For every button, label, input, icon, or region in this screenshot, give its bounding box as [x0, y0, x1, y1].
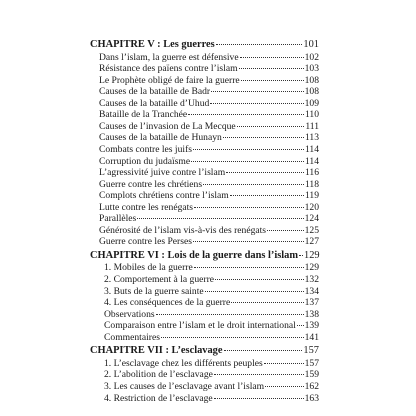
- toc-entry-title: 4. Restriction de l’esclavage: [104, 392, 213, 404]
- dot-leader: [264, 363, 304, 364]
- toc-entry-page-number: 102: [304, 51, 319, 63]
- toc-entry-page-number: 116: [304, 167, 319, 179]
- chapter-heading[interactable]: [90, 345, 319, 358]
- dot-leader: [191, 161, 304, 162]
- toc-entry-page-number: 108: [304, 86, 319, 98]
- toc-entry-page-number: 118: [304, 178, 319, 190]
- toc-entry-page-number: 162: [304, 381, 319, 392]
- toc-entry-title: Parallèles: [99, 213, 137, 225]
- dot-leader: [226, 172, 304, 173]
- dot-leader: [193, 149, 304, 150]
- dot-leader: [161, 337, 304, 338]
- toc-entry-page-number: 111: [305, 120, 319, 132]
- toc-entry-title: Causes de l’invasion de La Mecque: [99, 120, 236, 132]
- toc-entry[interactable]: [90, 52, 319, 64]
- toc-entry[interactable]: [90, 179, 319, 191]
- toc-entry-title: Causes de la bataille de Badr: [99, 86, 211, 98]
- dot-leader: [214, 374, 304, 375]
- dot-leader: [239, 68, 304, 69]
- toc-entry[interactable]: [90, 121, 319, 133]
- toc-entry-title: 4. Les conséquences de la guerre: [104, 297, 231, 309]
- dot-leader: [188, 114, 304, 115]
- toc-entry-page-number: 132: [304, 274, 319, 286]
- toc-entry-page-number: 129: [304, 262, 319, 274]
- dot-leader: [194, 207, 304, 208]
- toc-entry[interactable]: [90, 63, 319, 75]
- dot-leader: [297, 325, 304, 326]
- toc-entry[interactable]: [90, 358, 319, 370]
- toc-entry[interactable]: [90, 109, 319, 121]
- dot-leader: [210, 103, 303, 104]
- toc-entry-page-number: 157: [304, 357, 319, 369]
- toc-entry-page-number: 110: [304, 109, 319, 121]
- toc-entry-title: Observations: [104, 308, 155, 320]
- dot-leader: [299, 255, 303, 256]
- dot-leader: [237, 126, 305, 127]
- dot-leader: [224, 350, 303, 351]
- toc-entry-title: Bataille de la Tranchée: [99, 109, 188, 121]
- toc-entry-page-number: 114: [304, 155, 319, 167]
- toc-entry[interactable]: [90, 381, 319, 393]
- chapter-heading[interactable]: [90, 39, 319, 52]
- toc-entry-page-number: 159: [304, 369, 319, 381]
- dot-leader: [265, 386, 304, 387]
- toc-entry-page-number: 139: [304, 320, 319, 332]
- toc-entry[interactable]: [90, 262, 319, 274]
- toc-entry[interactable]: [90, 297, 319, 309]
- toc-entry-title: Commentaires: [104, 331, 160, 343]
- chapter-heading-page-number: 101: [303, 39, 319, 50]
- dot-leader: [194, 267, 304, 268]
- toc-entry-page-number: 113: [304, 132, 319, 144]
- dot-leader: [231, 302, 303, 303]
- dot-leader: [267, 230, 304, 231]
- toc-entry-page-number: 108: [304, 74, 319, 86]
- dot-leader: [216, 44, 303, 45]
- toc-entry-title: L’agressivité juive contre l’islam: [99, 167, 226, 179]
- toc-entry[interactable]: [90, 213, 319, 225]
- toc-entry-title: Résistance des païens contre l’islam: [99, 63, 238, 75]
- toc-entry-page-number: 124: [304, 213, 319, 225]
- dot-leader: [230, 195, 304, 196]
- toc-entry-page-number: 125: [304, 224, 319, 236]
- toc-entry-page-number: 114: [304, 143, 319, 155]
- toc-entry-title: Dans l’islam, la guerre est défensive: [99, 51, 239, 63]
- toc-entry[interactable]: [90, 369, 319, 381]
- toc-entry[interactable]: [90, 332, 319, 344]
- dot-leader: [137, 218, 303, 219]
- toc-entry-title: Comparaison entre l’islam et le droit international: [104, 320, 296, 332]
- toc-entry[interactable]: [90, 190, 319, 202]
- toc-entry-title: Guerre contre les Perses: [99, 236, 192, 248]
- chapter-heading[interactable]: [90, 250, 319, 263]
- toc-entry[interactable]: [90, 320, 319, 332]
- toc-entry-title: 3. Buts de la guerre sainte: [104, 285, 204, 297]
- toc-entry[interactable]: [90, 236, 319, 248]
- toc-entry[interactable]: [90, 167, 319, 179]
- toc-entry[interactable]: [90, 75, 319, 87]
- toc-entry-title: 2. Comportement à la guerre: [104, 274, 215, 286]
- toc-entry[interactable]: [90, 309, 319, 321]
- chapter-heading-title: CHAPITRE VI : Lois de la guerre dans l’islam: [90, 249, 299, 261]
- dot-leader: [156, 314, 304, 315]
- toc-entry[interactable]: [90, 274, 319, 286]
- toc-entry[interactable]: [90, 393, 319, 405]
- toc-entry-page-number: 134: [304, 285, 319, 297]
- toc-entry-title: Combats contre les juifs: [99, 143, 192, 155]
- dot-leader: [240, 57, 304, 58]
- table-of-contents: [90, 39, 319, 404]
- dot-leader: [211, 91, 304, 92]
- toc-entry-title: 1. Mobiles de la guerre: [104, 262, 193, 274]
- dot-leader: [203, 184, 304, 185]
- chapter-heading-title: CHAPITRE VII : L’esclavage: [90, 345, 223, 357]
- toc-entry[interactable]: [90, 144, 319, 156]
- toc-entry[interactable]: [90, 132, 319, 144]
- toc-entry-title: 3. Les causes de l’esclavage avant l’islam: [104, 381, 265, 392]
- toc-entry-page-number: 138: [304, 308, 319, 320]
- toc-entry-page-number: 120: [304, 201, 319, 213]
- toc-entry[interactable]: [90, 86, 319, 98]
- toc-entry-title: Lutte contre les renégats: [99, 201, 194, 213]
- dot-leader: [241, 80, 304, 81]
- toc-entry[interactable]: [90, 286, 319, 298]
- chapter-heading-page-number: 157: [303, 345, 319, 357]
- toc-entry-page-number: 103: [304, 63, 319, 75]
- toc-entry-title: 2. L’abolition de l’esclavage: [104, 369, 213, 381]
- dot-leader: [193, 241, 304, 242]
- toc-entry-title: Causes de la bataille de Hunayn: [99, 132, 222, 144]
- toc-entry[interactable]: [90, 156, 319, 168]
- toc-entry-title: Causes de la bataille d’Uhud: [99, 97, 210, 109]
- toc-entry-page-number: 127: [304, 236, 319, 248]
- dot-leader: [205, 291, 304, 292]
- toc-entry[interactable]: [90, 202, 319, 214]
- toc-entry-title: Complots chrétiens contre l’islam: [99, 190, 229, 202]
- toc-entry-page-number: 109: [304, 97, 319, 109]
- toc-entry-title: Le Prophète obligé de faire la guerre: [99, 74, 240, 86]
- dot-leader: [214, 398, 304, 399]
- chapter-heading-page-number: 129: [304, 249, 320, 261]
- toc-entry-page-number: 119: [304, 190, 319, 202]
- dot-leader: [223, 137, 304, 138]
- toc-entry[interactable]: [90, 225, 319, 237]
- dot-leader: [215, 279, 304, 280]
- toc-entry[interactable]: [90, 98, 319, 110]
- toc-entry-title: Guerre contre les chrétiens: [99, 178, 203, 190]
- toc-entry-page-number: 137: [304, 297, 319, 309]
- toc-entry-page-number: 163: [304, 392, 319, 404]
- chapter-heading-title: CHAPITRE V : Les guerres: [90, 39, 215, 50]
- toc-entry-title: 1. L’esclavage chez les différents peuples: [104, 357, 263, 369]
- toc-entry-page-number: 141: [304, 331, 319, 343]
- toc-entry-title: Générosité de l’islam vis-à-vis des renégats: [99, 224, 267, 236]
- toc-entry-title: Corruption du judaïsme: [99, 155, 191, 167]
